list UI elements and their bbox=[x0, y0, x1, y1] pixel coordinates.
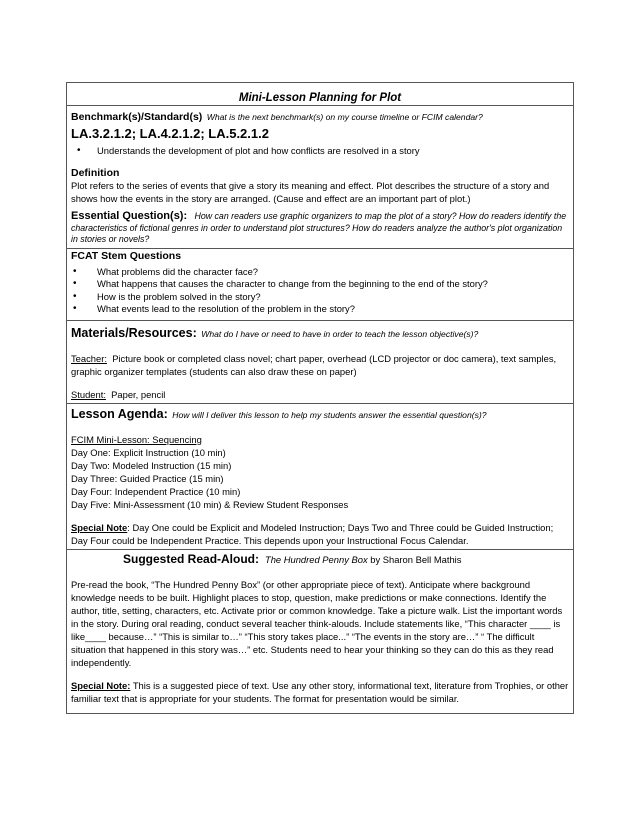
essential-question-block bbox=[71, 211, 569, 246]
fcat-item: • What events lead to the resolution of the problem in the story? bbox=[97, 303, 569, 316]
agenda-day: Day One: Explicit Instruction (10 min) bbox=[71, 446, 226, 458]
readaloud-section bbox=[67, 549, 573, 713]
benchmark-bullet: • Understands the development of plot and how conflicts are resolved in a story bbox=[97, 144, 569, 157]
agenda-question: How will I deliver this lesson to help my students answer the essential question(s)? bbox=[172, 409, 487, 420]
benchmark-label: Benchmark(s)/Standard(s) bbox=[71, 111, 203, 123]
benchmark-bullets bbox=[71, 144, 569, 157]
readaloud-text: Pre-read the book, “The Hundred Penny Box” (or other appropriate piece of text). Anticipate where background knowledge needs to be built. Highlight places to stop, question, make predictions or make connections. Identify the author, title, setting, characters, etc. Activate prior or common knowledge. Take a picture walk. List the important words in the story. During oral reading, conduct several teacher think-alouds. Include statements like, “This character ____ is like____ because…” “This is similar to…” “This story takes place...” “The events in the story are…” “ The difficult situation that happened in this story was…” etc. Students need to hear your thinking so they can do this as they read independently. bbox=[71, 578, 563, 668]
agenda-day: Day Four: Independent Practice (10 min) bbox=[71, 485, 241, 497]
essential-question-text: How can readers use graphic organizers to map the plot of a story? How do readers identify the characteristics of fictional genres in order to understand plot structures? How do readers analyze the author's plot organization in stories or novels? bbox=[71, 211, 567, 244]
teacher-label: Teacher: bbox=[71, 352, 107, 364]
student-label: Student: bbox=[71, 388, 106, 400]
readaloud-special-text: This is a suggested piece of text. Use any other story, informational text, literature from Trophies, or other familiar text that is appropriate for your students. The format for presentation would be similar. bbox=[71, 679, 569, 704]
readaloud-author: by Sharon Bell Mathis bbox=[367, 553, 462, 565]
teacher-text: Picture book or completed class novel; chart paper, overhead (LCD projector or doc camera), text samples, graphic organizer templates (students can also draw these on paper) bbox=[71, 352, 557, 377]
materials-section bbox=[67, 320, 573, 403]
student-text: Paper, pencil bbox=[111, 388, 166, 400]
agenda-day: Day Five: Mini-Assessment (10 min) & Review Student Responses bbox=[71, 498, 349, 510]
benchmark-question: What is the next benchmark(s) on my course timeline or FCIM calendar? bbox=[206, 112, 483, 122]
standards-codes: LA.3.2.1.2; LA.4.2.1.2; LA.5.2.1.2 bbox=[71, 126, 269, 141]
agenda-day: Day Two: Modeled Instruction (15 min) bbox=[71, 459, 232, 471]
agenda-day: Day Three: Guided Practice (15 min) bbox=[71, 472, 224, 484]
fcat-label: FCAT Stem Questions bbox=[71, 249, 182, 262]
fcat-item: • What happens that causes the character to change from the beginning to the end of the story? bbox=[97, 278, 569, 291]
materials-question: What do I have or need to have in order to teach the lesson objective(s)? bbox=[201, 328, 479, 339]
fcim-title: FCIM Mini-Lesson: Sequencing bbox=[71, 433, 202, 445]
materials-label: Materials/Resources: bbox=[71, 325, 197, 340]
readaloud-book: The Hundred Penny Box bbox=[264, 553, 368, 565]
fcat-list bbox=[71, 266, 569, 316]
page-title: Mini-Lesson Planning for Plot bbox=[238, 92, 402, 104]
agenda-special-note bbox=[71, 521, 569, 547]
fcat-item: • How is the problem solved in the story? bbox=[97, 291, 569, 304]
fcat-section bbox=[67, 248, 573, 320]
definition-text: Plot refers to the series of events that give a story its meaning and effect. Plot describes the structure of a story and shows how the events in the story are arranged. (Cause and effect are an important part of plot.) bbox=[71, 180, 550, 204]
lesson-plan-table bbox=[66, 82, 574, 714]
essential-question-label: Essential Question(s): bbox=[71, 210, 188, 222]
agenda-section bbox=[67, 403, 573, 549]
benchmark-section bbox=[67, 105, 573, 248]
agenda-label: Lesson Agenda: bbox=[71, 406, 168, 421]
readaloud-special-note bbox=[71, 679, 569, 711]
fcat-item: • What problems did the character face? bbox=[97, 266, 569, 279]
special-note-text: : Day One could be Explicit and Modeled Instruction; Days Two and Three could be Guided Instruction; Day Four could be Independent Practice. This depends upon your Instructional Focus Calendar. bbox=[71, 521, 554, 546]
student-materials bbox=[71, 388, 569, 401]
readaloud-label: Suggested Read-Aloud: bbox=[123, 551, 260, 566]
special-note-label: Special Note bbox=[71, 521, 128, 533]
teacher-materials bbox=[71, 352, 569, 378]
definition-label: Definition bbox=[71, 167, 120, 179]
readaloud-special-label: Special Note: bbox=[71, 679, 131, 691]
